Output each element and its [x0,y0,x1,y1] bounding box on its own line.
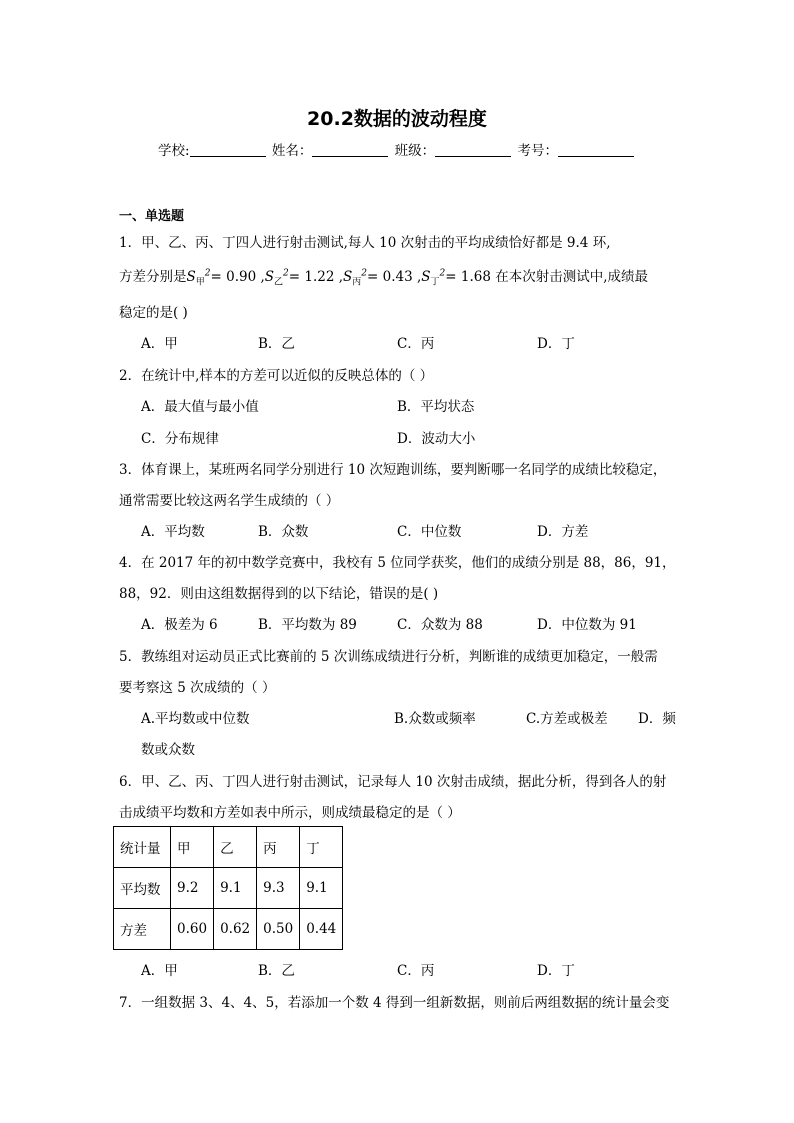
q6-stem-line2: 击成绩平均数和方差如表中所示，则成绩最稳定的是（ ） [119,805,461,821]
q3-option-a[interactable]: A．平均数 [141,524,205,540]
table-row [114,868,343,909]
table-cell: 0.62 [214,909,257,950]
q2-option-b[interactable]: B．平均状态 [397,399,475,415]
q5-option-a[interactable]: A.平均数或中位数 [141,711,250,727]
name-blank[interactable] [312,142,388,157]
table-cell: 9.1 [300,868,343,909]
q5-option-c[interactable]: C.方差或极差 [526,711,608,727]
number-blank[interactable] [558,142,634,157]
table-cell: 0.50 [257,909,300,950]
q3-option-c[interactable]: C．中位数 [397,524,462,540]
table-cell: 丁 [300,827,343,868]
page-title: 20.2数据的波动程度 [307,108,487,130]
table-cell: 9.2 [171,868,214,909]
table-row [114,909,343,950]
q2-option-a[interactable]: A．最大值与最小值 [141,399,259,415]
q1-stem-line2: 方差分别是$S_甲^2= 0.90$ $,S_乙^2= 1.22$ $,S_丙^2= 0.43$ $,S_丁^2= 1.68$ 在本次射击测试中,成绩最 [119,268,649,288]
name-label: 姓名： [271,143,313,159]
q4-stem-line1: 4．在 2017 年的初中数学竞赛中，我校有 5 位同学获奖，他们的成绩分别是 88，86，91， [119,555,676,571]
q3-stem-line2: 通常需要比较这两名学生成绩的（ ） [119,493,340,509]
number-label: 考号： [517,143,558,159]
q6-stem-line1: 6．甲、乙、丙、丁四人进行射击测试，记录每人 10 次射击成绩，据此分析，得到各人的射 [119,774,667,790]
table-cell: 平均数 [114,868,171,909]
class-label: 班级： [394,143,436,159]
q4-option-d[interactable]: D．中位数为 91 [537,617,637,633]
table-cell: 9.3 [257,868,300,909]
q1-option-b[interactable]: B．乙 [258,336,295,352]
table-row [114,827,343,868]
table-cell: 0.60 [171,909,214,950]
q1-stem-line3: 稳定的是( ) [119,305,188,321]
q6-option-b[interactable]: B．乙 [258,963,295,979]
table-cell: 统计量 [114,827,171,868]
q1-stem-line1: 1．甲、乙、丙、丁四人进行射击测试,每人 10 次射击的平均成绩恰好都是 9.4 环, [119,235,611,251]
q1-option-a[interactable]: A．甲 [141,336,178,352]
q3-option-d[interactable]: D．方差 [537,524,589,540]
q5-option-d[interactable]: D．频 [638,711,676,727]
school-blank[interactable] [190,142,266,157]
school-label: 学校: [158,143,190,159]
q1-option-d[interactable]: D．丁 [537,336,575,352]
q4-stem-line2: 88，92．则由这组数据得到的以下结论，错误的是( ) [119,586,439,602]
q2-stem: 2．在统计中,样本的方差可以近似的反映总体的（ ） [119,368,434,384]
section-heading: 一、单选题 [119,209,185,224]
q3-stem-line1: 3．体育课上，某班两名同学分别进行 10 次短跑训练，要判断哪一名同学的成绩比较稳定， [119,462,667,478]
variance-yi: $S_乙^2$ [264,268,289,288]
q2-option-d[interactable]: D．波动大小 [397,431,476,447]
variance-ding: $S_丁^2$ [421,268,446,288]
q7-stem-line1: 7．一组数据 3、4、4、5，若添加一个数 4 得到一组新数据，则前后两组数据的统计量会变 [119,995,670,1011]
table-cell: 丙 [257,827,300,868]
table-cell: 乙 [214,827,257,868]
q4-option-a[interactable]: A．极差为 6 [141,617,218,633]
table-cell: 方差 [114,909,171,950]
q6-option-c[interactable]: C．丙 [397,963,435,979]
q6-option-d[interactable]: D．丁 [537,963,575,979]
variance-bing: $S_丙^2$ [343,268,367,288]
variance-jia: $S_甲^2$ [186,268,211,288]
q5-option-d-continued: 数或众数 [141,742,195,758]
q1-option-c[interactable]: C．丙 [397,336,435,352]
q6-option-a[interactable]: A．甲 [141,963,178,979]
table-cell: 0.44 [300,909,343,950]
q5-stem-line2: 要考察这 5 次成绩的（ ） [119,680,276,696]
q5-stem-line1: 5．教练组对运动员正式比赛前的 5 次训练成绩进行分析，判断谁的成绩更加稳定，一般需 [119,649,658,665]
student-info-line [0,139,794,159]
table-cell: 9.1 [214,868,257,909]
class-blank[interactable] [435,142,511,157]
q4-option-b[interactable]: B．平均数为 89 [258,617,357,633]
q5-option-b[interactable]: B.众数或频率 [394,711,476,727]
table-cell: 甲 [171,827,214,868]
q3-option-b[interactable]: B．众数 [258,524,309,540]
q4-option-c[interactable]: C．众数为 88 [397,617,483,633]
q6-stats-table [113,826,343,950]
q2-option-c[interactable]: C．分布规律 [141,431,219,447]
